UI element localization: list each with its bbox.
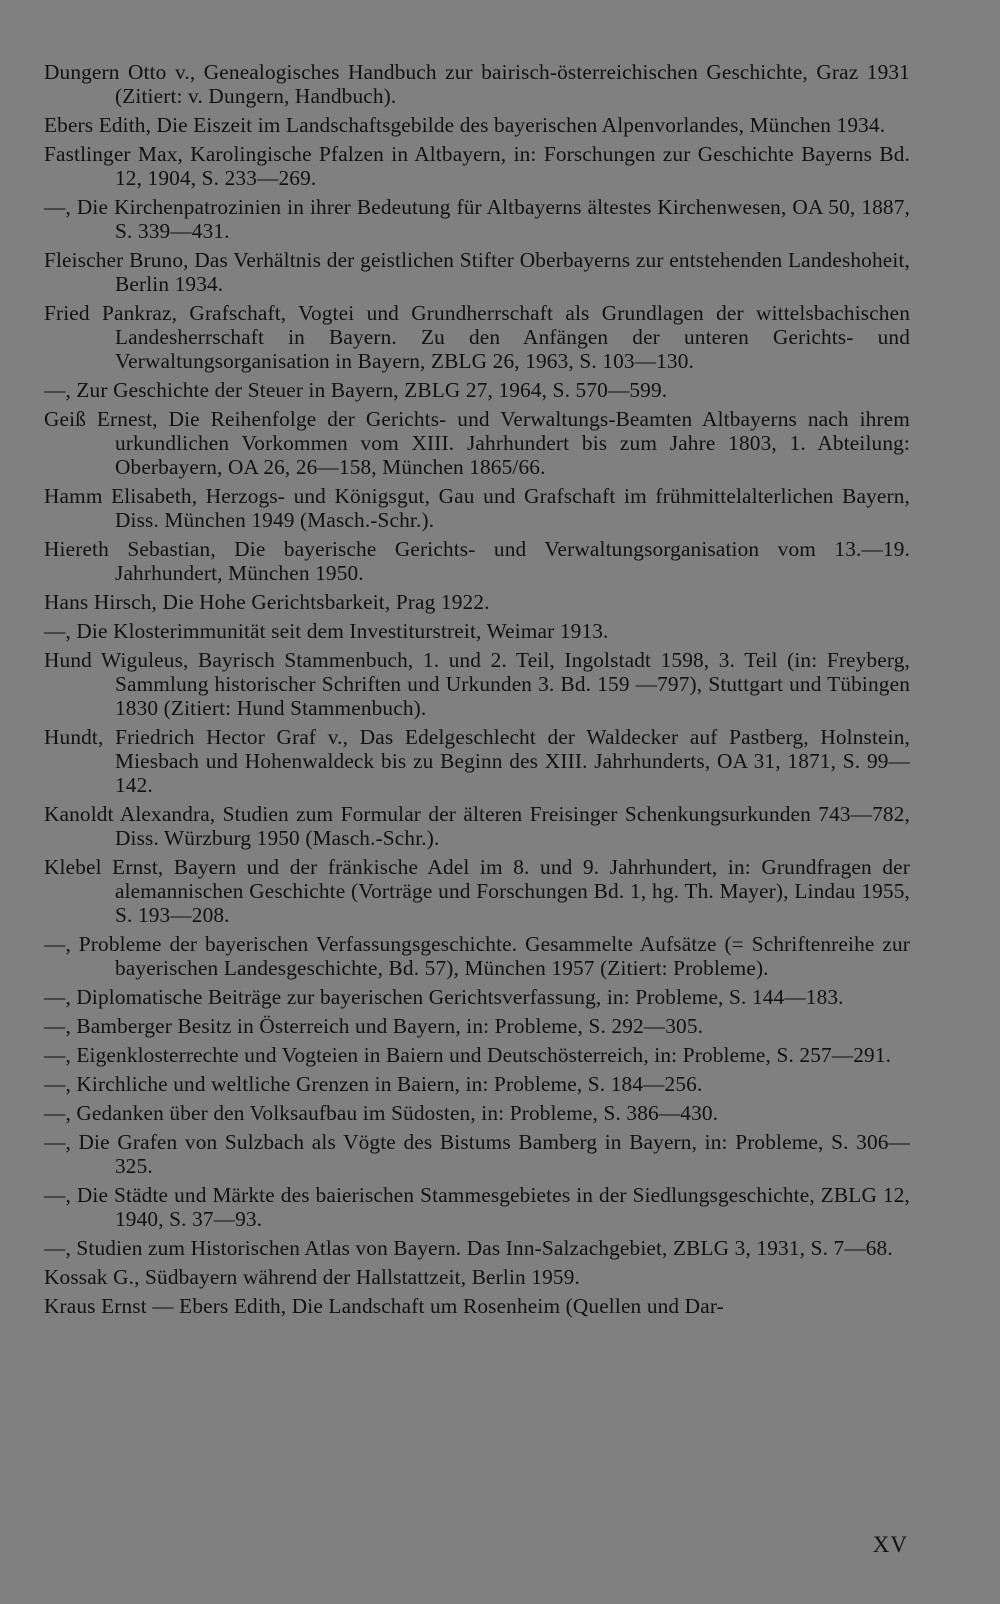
page-number: XV — [872, 1532, 908, 1557]
bibliography-page — [44, 60, 910, 1323]
bibliography-entry: Kanoldt Alexandra, Studien zum Formular der älteren Freisinger Schenkungsurkunden 743—782, Diss. Würzburg 1950 (Masch.-Schr.). — [44, 802, 910, 850]
bibliography-entry: Fastlinger Max, Karolingische Pfalzen in Altbayern, in: Forschungen zur Geschichte Bayerns Bd. 12, 1904, S. 233—269. — [44, 142, 910, 190]
bibliography-entry: —, Die Städte und Märkte des baierischen Stammesgebietes in der Siedlungsgeschichte, ZBLG 12, 1940, S. 37—93. — [44, 1183, 910, 1231]
bibliography-entry: Hundt, Friedrich Hector Graf v., Das Edelgeschlecht der Waldecker auf Pastberg, Holnstein, Miesbach und Hohenwaldeck bis zu Beginn des XIII. Jahrhunderts, OA 31, 1871, S. 99—142. — [44, 725, 910, 797]
bibliography-entry: —, Diplomatische Beiträge zur bayerischen Gerichtsverfassung, in: Probleme, S. 144—183. — [44, 985, 844, 1009]
bibliography-entry: Dungern Otto v., Genealogisches Handbuch zur bairisch-österreichischen Geschichte, Graz 1931 (Zitiert: v. Dungern, Handbuch). — [44, 60, 910, 108]
bibliography-entry: —, Eigenklosterrechte und Vogteien in Baiern und Deutschösterreich, in: Probleme, S. 257—291. — [44, 1043, 892, 1067]
bibliography-entry: —, Zur Geschichte der Steuer in Bayern, ZBLG 27, 1964, S. 570—599. — [44, 378, 668, 402]
bibliography-entry: —, Studien zum Historischen Atlas von Bayern. Das Inn-Salzachgebiet, ZBLG 3, 1931, S. 7—68. — [44, 1236, 893, 1260]
bibliography-entry: —, Probleme der bayerischen Verfassungsgeschichte. Gesammelte Aufsätze (= Schriftenreihe zur bayerischen Landesgeschichte, Bd. 57), München 1957 (Zitiert: Probleme). — [44, 932, 910, 980]
bibliography-list — [44, 60, 910, 1318]
bibliography-entry: Hund Wiguleus, Bayrisch Stammenbuch, 1. und 2. Teil, Ingolstadt 1598, 3. Teil (in: Freyberg, Sammlung historischer Schriften und Urkunden 3. Bd. 159 —797), Stuttgart und Tübingen 1830 (Zitiert: Hund Stammenbuch). — [44, 648, 910, 720]
bibliography-entry: —, Gedanken über den Volksaufbau im Südosten, in: Probleme, S. 386—430. — [44, 1101, 719, 1125]
bibliography-entry: Hiereth Sebastian, Die bayerische Gerichts- und Verwaltungsorganisation vom 13.—19. Jahrhundert, München 1950. — [44, 537, 910, 585]
bibliography-entry: Kraus Ernst — Ebers Edith, Die Landschaft um Rosenheim (Quellen und Dar- — [44, 1294, 724, 1318]
bibliography-entry: Ebers Edith, Die Eiszeit im Landschaftsgebilde des bayerischen Alpenvorlandes, München 1934. — [44, 113, 886, 137]
bibliography-entry: Geiß Ernest, Die Reihenfolge der Gerichts- und Verwaltungs-Beamten Altbayerns nach ihrem urkundlichen Vorkommen vom XIII. Jahrhundert bis zum Jahre 1803, 1. Abteilung: Oberbayern, OA 26, 26—158, München 1865/66. — [44, 407, 910, 479]
bibliography-entry: Fleischer Bruno, Das Verhältnis der geistlichen Stifter Oberbayerns zur entstehenden Landeshoheit, Berlin 1934. — [44, 248, 910, 296]
bibliography-entry: Hans Hirsch, Die Hohe Gerichtsbarkeit, Prag 1922. — [44, 590, 490, 614]
bibliography-entry: Hamm Elisabeth, Herzogs- und Königsgut, Gau und Grafschaft im frühmittelalterlichen Bayern, Diss. München 1949 (Masch.-Schr.). — [44, 484, 910, 532]
bibliography-entry: —, Kirchliche und weltliche Grenzen in Baiern, in: Probleme, S. 184—256. — [44, 1072, 703, 1096]
bibliography-entry: Klebel Ernst, Bayern und der fränkische Adel im 8. und 9. Jahrhundert, in: Grundfragen der alemannischen Geschichte (Vorträge und Forschungen Bd. 1, hg. Th. Mayer), Lindau 1955, S. 193—208. — [44, 855, 910, 927]
bibliography-entry: Kossak G., Südbayern während der Hallstattzeit, Berlin 1959. — [44, 1265, 580, 1289]
bibliography-entry: Fried Pankraz, Grafschaft, Vogtei und Grundherrschaft als Grundlagen der wittelsbachischen Landesherrschaft in Bayern. Zu den Anfängen der unteren Gerichts- und Verwaltungsorganisation in Bayern, ZBLG 26, 1963, S. 103—130. — [44, 301, 910, 373]
bibliography-entry: —, Die Grafen von Sulzbach als Vögte des Bistums Bamberg in Bayern, in: Probleme, S. 306—325. — [44, 1130, 910, 1178]
bibliography-entry: —, Die Kirchenpatrozinien in ihrer Bedeutung für Altbayerns ältestes Kirchenwesen, OA 50, 1887, S. 339—431. — [44, 195, 910, 243]
bibliography-entry: —, Die Klosterimmunität seit dem Investiturstreit, Weimar 1913. — [44, 619, 609, 643]
bibliography-entry: —, Bamberger Besitz in Österreich und Bayern, in: Probleme, S. 292—305. — [44, 1014, 704, 1038]
